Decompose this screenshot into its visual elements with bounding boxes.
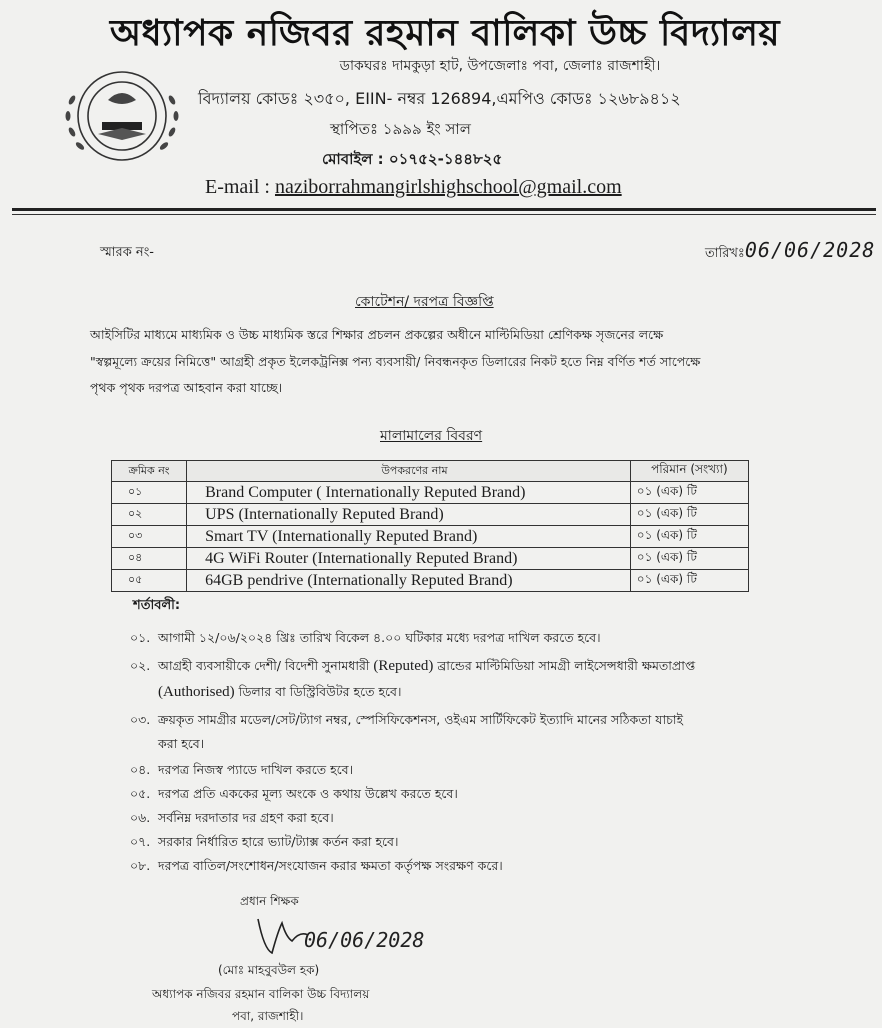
- school-logo-icon: [58, 60, 186, 174]
- date-label: তারিখঃ: [705, 246, 745, 261]
- intro-line-3: পৃথক পৃথক দরপত্র আহবান করা যাচ্ছে।: [90, 380, 283, 395]
- condition-6: [130, 810, 334, 830]
- condition-text: আগ্রহী ব্যবসায়ীকে দেশী/ বিদেশী সুনামধারী: [158, 658, 374, 673]
- condition-3: [130, 712, 683, 732]
- memo-reference: স্মারক নং-: [100, 245, 154, 260]
- row-qty: ০১ (এক) টি: [630, 482, 748, 504]
- column-header-name: উপকরণের নাম: [187, 461, 631, 482]
- header-divider-thin: [12, 214, 876, 215]
- condition-number: ০৩.: [130, 712, 151, 727]
- signature-date: 06/06/2028: [304, 928, 425, 952]
- row-qty: ০১ (এক) টি: [630, 548, 748, 570]
- mobile-number: মোবাইল : ০১৭৫২-১৪৪৮২৫: [322, 150, 503, 168]
- row-qty: ০১ (এক) টি: [630, 504, 748, 526]
- condition-number: ০৬.: [130, 810, 151, 825]
- intro-line-1: আইসিটির মাধ্যমে মাধ্যমিক ও উচ্চ মাধ্যমিক স্তরে শিক্ষার প্রচলন প্রকল্পের অধীনে মাল্টিমিডিয়া শ্রেণিকক্ষ সৃজনের লক্ষে: [90, 327, 664, 342]
- signatory-title: প্রধান শিক্ষক: [240, 894, 299, 908]
- email-link[interactable]: naziborrahmangirlshighschool@gmail.com: [274, 176, 622, 198]
- row-serial: ০১: [112, 482, 187, 504]
- condition-number: ০২.: [130, 658, 151, 673]
- column-header-qty: পরিমান (সংখ্যা): [630, 461, 748, 482]
- table-row: [112, 526, 749, 548]
- row-serial: ০৩: [112, 526, 187, 548]
- header-divider-thick: [12, 208, 876, 211]
- condition-number: ০১.: [130, 630, 151, 645]
- table-header-row: [112, 461, 749, 482]
- condition-number: ০৪.: [130, 762, 151, 777]
- school-address: ডাকঘরঃ দামকুড়া হাট, উপজেলাঃ পবা, জেলাঃ রাজশাহী।: [339, 58, 661, 74]
- condition-2: [130, 658, 695, 678]
- notice-subject: কোটেশন/ দরপত্র বিজ্ঞপ্তি: [355, 294, 494, 310]
- row-item-name: 64GB pendrive (Internationally Reputed Brand): [187, 570, 631, 592]
- date-value: 06/06/2028: [744, 238, 876, 262]
- table-row: [112, 548, 749, 570]
- condition-text: দরপত্র বাতিল/সংশোধন/সংযোজন করার ক্ষমতা কর্তৃপক্ষ সংরক্ষণ করে।: [158, 858, 503, 873]
- condition-text: ডিলার বা ডিস্ট্রিবিউটর হতে হবে।: [234, 684, 402, 699]
- condition-7: [130, 834, 399, 854]
- table-row: [112, 482, 749, 504]
- items-heading: মালামালের বিবরণ: [380, 428, 483, 444]
- row-qty: ০১ (এক) টি: [630, 526, 748, 548]
- authorised-term: (Authorised): [158, 684, 235, 700]
- condition-number: ০৮.: [130, 858, 151, 873]
- school-codes: বিদ্যালয় কোডঃ ২৩৫০, EIIN- নম্বর 126894,এমপিও কোডঃ ১২৬৮৯৪১২: [198, 89, 681, 108]
- condition-3-continued: করা হবে।: [158, 736, 205, 751]
- reputed-term: (Reputed): [373, 658, 434, 674]
- table-row: [112, 570, 749, 592]
- school-name: অধ্যাপক নজিবর রহমান বালিকা উচ্চ বিদ্যালয়: [109, 12, 781, 54]
- conditions-heading: শর্তাবলী:: [133, 598, 181, 613]
- row-serial: ০৫: [112, 570, 187, 592]
- condition-text: দরপত্র প্রতি এককের মূল্য অংকে ও কথায় উল্লেখ করতে হবে।: [158, 786, 458, 801]
- condition-text: ব্রান্ডের মাল্টিমিডিয়া সামগ্রী লাইসেন্সধারী ক্ষমতাপ্রাপ্ত: [433, 658, 696, 673]
- condition-text: ক্রয়কৃত সামগ্রীর মডেল/সেট/ট্যাগ নম্বর, স্পেসিফিকেশনস, ওইএম সার্টিফিকেট ইত্যাদি মানের সঠিকতা যাচাই: [158, 712, 683, 727]
- memo-date: [705, 238, 875, 265]
- table-row: [112, 504, 749, 526]
- email-line: [205, 176, 622, 199]
- condition-4: [130, 762, 353, 782]
- row-item-name: 4G WiFi Router (Internationally Reputed Brand): [187, 548, 631, 570]
- email-label: E-mail :: [205, 176, 275, 198]
- condition-number: ০৭.: [130, 834, 151, 849]
- signatory-school: অধ্যাপক নজিবর রহমান বালিকা উচ্চ বিদ্যালয়: [152, 987, 370, 1001]
- row-serial: ০২: [112, 504, 187, 526]
- condition-text: সরকার নির্ধারিত হারে ভ্যাট/ট্যাক্স কর্তন করা হবে।: [158, 834, 399, 849]
- row-qty: ০১ (এক) টি: [630, 570, 748, 592]
- condition-text: আগামী ১২/০৬/২০২৪ খ্রিঃ তারিখ বিকেল ৪.০০ ঘটিকার মধ্যে দরপত্র দাখিল করতে হবে।: [158, 630, 601, 645]
- condition-8: [130, 858, 503, 878]
- condition-text: দরপত্র নিজস্ব প্যাডে দাখিল করতে হবে।: [158, 762, 354, 777]
- signature-icon: [250, 905, 460, 965]
- signatory-place: পবা, রাজশাহী।: [232, 1009, 304, 1023]
- row-serial: ০৪: [112, 548, 187, 570]
- condition-2-continued: [158, 684, 401, 704]
- condition-1: [130, 630, 601, 650]
- intro-line-2: "স্বল্পমূল্যে ক্রয়ের নিমিত্তে" আগ্রহী প্রকৃত ইলেকট্রনিক্স পন্য ব্যবসায়ী/ নিবন্ধনকৃত ডিলারের নিকট হতে নিম্ন বর্ণিত শর্ত সাপেক্ষে: [90, 354, 701, 369]
- items-table: [111, 460, 749, 592]
- signatory-name: (মোঃ মাহবুবউল হক): [218, 963, 320, 977]
- column-header-serial: ক্রমিক নং: [112, 461, 187, 482]
- row-item-name: Brand Computer ( Internationally Reputed Brand): [187, 482, 631, 504]
- condition-5: [130, 786, 458, 806]
- condition-number: ০৫.: [130, 786, 151, 801]
- row-item-name: UPS (Internationally Reputed Brand): [187, 504, 631, 526]
- condition-text: সর্বনিম্ন দরদাতার দর গ্রহণ করা হবে।: [158, 810, 334, 825]
- row-item-name: Smart TV (Internationally Reputed Brand): [187, 526, 631, 548]
- established-year: স্থাপিতঃ ১৯৯৯ ইং সাল: [330, 120, 471, 138]
